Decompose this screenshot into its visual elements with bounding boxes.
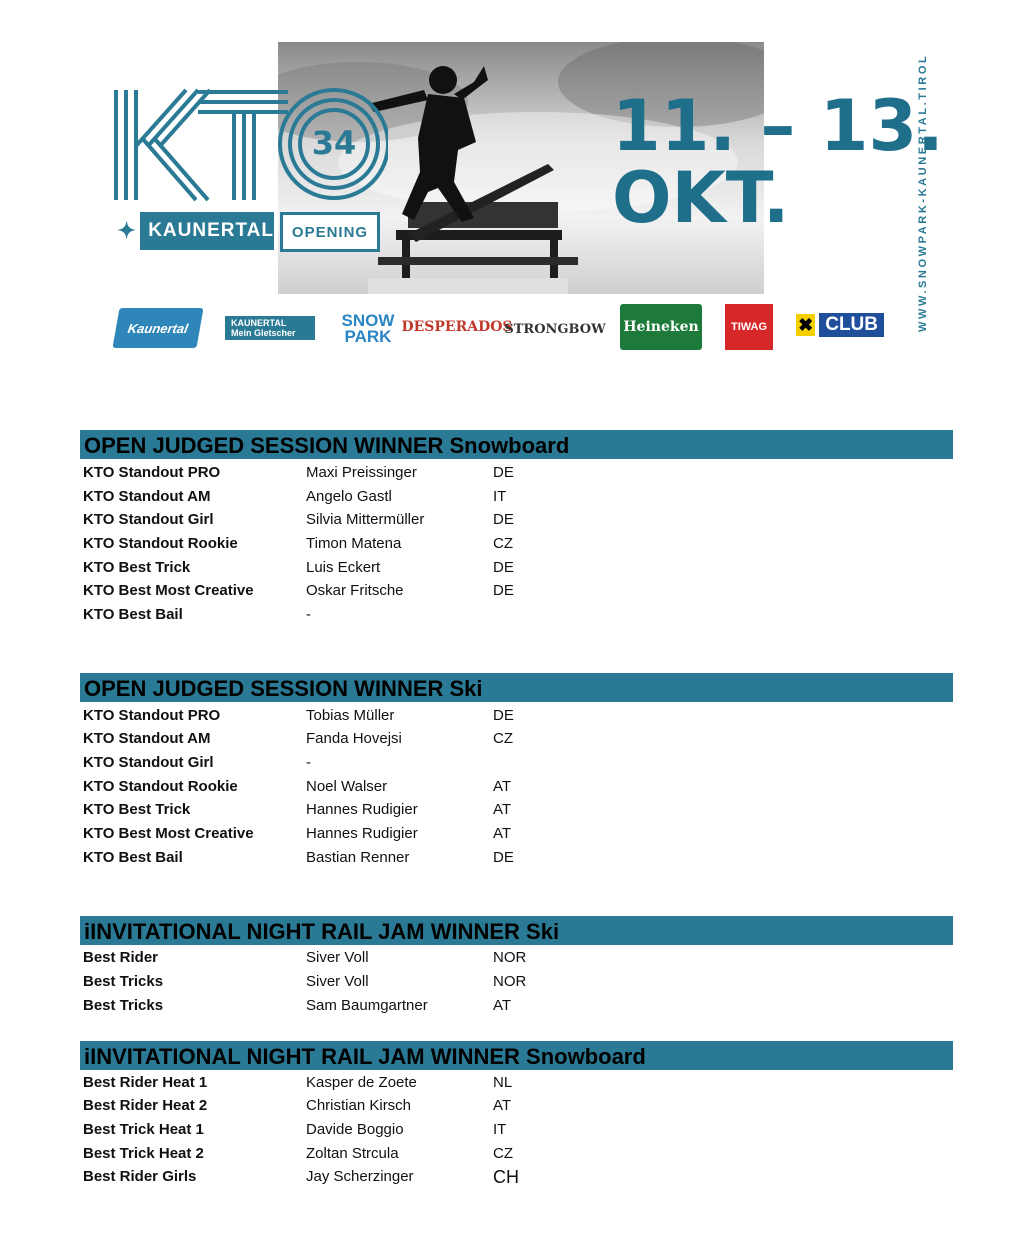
- winner-country: IT: [493, 1121, 507, 1138]
- award-label: Best Tricks: [83, 997, 164, 1014]
- winner-country: DE: [493, 849, 514, 866]
- raiffeisen-club-logo-icon: ✖ CLUB: [796, 312, 884, 338]
- winner-country: DE: [493, 464, 514, 481]
- winner-name: Kasper de Zoete: [306, 1074, 417, 1091]
- winner-name: -: [306, 754, 311, 771]
- winner-country: AT: [493, 825, 512, 842]
- winner-name: Bastian Renner: [306, 849, 410, 866]
- winner-country: AT: [493, 778, 512, 795]
- winner-name: Hannes Rudigier: [306, 801, 418, 818]
- award-label: Best Trick Heat 1: [83, 1121, 204, 1138]
- winner-country: NOR: [493, 973, 527, 990]
- winner-country: CH: [493, 1167, 519, 1187]
- award-label: Best Rider Heat 1: [83, 1074, 208, 1091]
- heineken-logo-icon: Heineken: [620, 304, 702, 350]
- award-label: KTO Best Bail: [83, 606, 183, 623]
- kaunertal-text: KAUNERTAL: [148, 220, 274, 241]
- winner-name: Silvia Mittermüller: [306, 511, 425, 528]
- winner-name: Noel Walser: [306, 778, 388, 795]
- winner-name: Davide Boggio: [306, 1121, 404, 1138]
- website-url: WWW.SNOWPARK-KAUNERTAL.TIROL: [917, 53, 929, 332]
- award-label: KTO Best Trick: [83, 559, 191, 576]
- award-label: KTO Standout PRO: [83, 464, 221, 481]
- winner-name: Timon Matena: [306, 535, 402, 552]
- winner-country: AT: [493, 997, 512, 1014]
- award-label: KTO Standout Rookie: [83, 535, 238, 552]
- winner-country: DE: [493, 559, 514, 576]
- winner-country: IT: [493, 488, 507, 505]
- winner-name: Christian Kirsch: [306, 1097, 412, 1114]
- snowpark-logo-icon: SNOW PARK: [341, 311, 395, 346]
- section-title: OPEN JUDGED SESSION WINNER Ski: [84, 676, 483, 701]
- award-label: KTO Standout AM: [83, 730, 211, 747]
- opening-badge: OPENING: [280, 212, 380, 252]
- winner-country: DE: [493, 707, 514, 724]
- award-label: Best Tricks: [83, 973, 164, 990]
- award-label: Best Rider: [83, 949, 159, 966]
- ibex-icon: ✦: [114, 212, 140, 250]
- award-label: KTO Standout AM: [83, 488, 211, 505]
- winner-name: Siver Voll: [306, 949, 369, 966]
- winner-name: Fanda Hovejsi: [306, 730, 402, 747]
- mein-gletscher-logo-icon: KAUNERTAL Mein Gletscher: [225, 306, 315, 350]
- winner-country: DE: [493, 582, 514, 599]
- winner-name: Sam Baumgartner: [306, 997, 428, 1014]
- strongbow-logo-icon: STRONGBOW: [504, 321, 606, 337]
- winner-name: Siver Voll: [306, 973, 369, 990]
- winner-country: DE: [493, 511, 514, 528]
- winner-name: Oskar Fritsche: [306, 582, 404, 599]
- winner-name: Zoltan Strcula: [306, 1145, 399, 1162]
- sponsor-row: [0, 300, 1034, 360]
- winner-name: Maxi Preissinger: [306, 464, 417, 481]
- award-label: KTO Best Bail: [83, 849, 183, 866]
- winner-country: NL: [493, 1074, 513, 1091]
- winner-name: Hannes Rudigier: [306, 825, 418, 842]
- section-title: iINVITATIONAL NIGHT RAIL JAM WINNER Snowboard: [84, 1044, 646, 1069]
- award-label: KTO Standout Girl: [83, 511, 214, 528]
- desperados-logo-icon: DESPERADOS: [401, 319, 513, 335]
- award-label: Best Trick Heat 2: [83, 1145, 204, 1162]
- section-title: OPEN JUDGED SESSION WINNER Snowboard: [84, 433, 570, 458]
- dates-month: OKT.: [612, 157, 790, 239]
- winner-name: Tobias Müller: [306, 707, 395, 724]
- award-label: KTO Standout PRO: [83, 707, 221, 724]
- award-label: KTO Best Most Creative: [83, 582, 254, 599]
- edition-number: 34: [311, 124, 357, 162]
- winner-country: AT: [493, 801, 512, 818]
- award-label: KTO Standout Girl: [83, 754, 214, 771]
- tiwag-logo-icon: TIWAG: [725, 304, 773, 350]
- award-label: Best Rider Heat 2: [83, 1097, 208, 1114]
- event-banner: [0, 0, 1034, 370]
- winner-country: CZ: [493, 535, 513, 552]
- award-label: KTO Best Trick: [83, 801, 191, 818]
- event-dates: [612, 85, 944, 239]
- winner-name: Angelo Gastl: [306, 488, 392, 505]
- winner-name: -: [306, 606, 311, 623]
- winner-name: Jay Scherzinger: [306, 1168, 414, 1185]
- section-title: iINVITATIONAL NIGHT RAIL JAM WINNER Ski: [84, 919, 560, 944]
- winner-country: AT: [493, 1097, 512, 1114]
- award-label: KTO Best Most Creative: [83, 825, 254, 842]
- kaunertal-badge: [114, 212, 274, 250]
- winner-country: CZ: [493, 730, 513, 747]
- winner-name: Luis Eckert: [306, 559, 381, 576]
- award-label: KTO Standout Rookie: [83, 778, 238, 795]
- winner-country: NOR: [493, 949, 527, 966]
- winner-country: CZ: [493, 1145, 513, 1162]
- dates-range: 11. – 13.: [612, 85, 944, 167]
- kaunertal-logo-icon: Kaunertal: [112, 308, 203, 348]
- award-label: Best Rider Girls: [83, 1168, 197, 1185]
